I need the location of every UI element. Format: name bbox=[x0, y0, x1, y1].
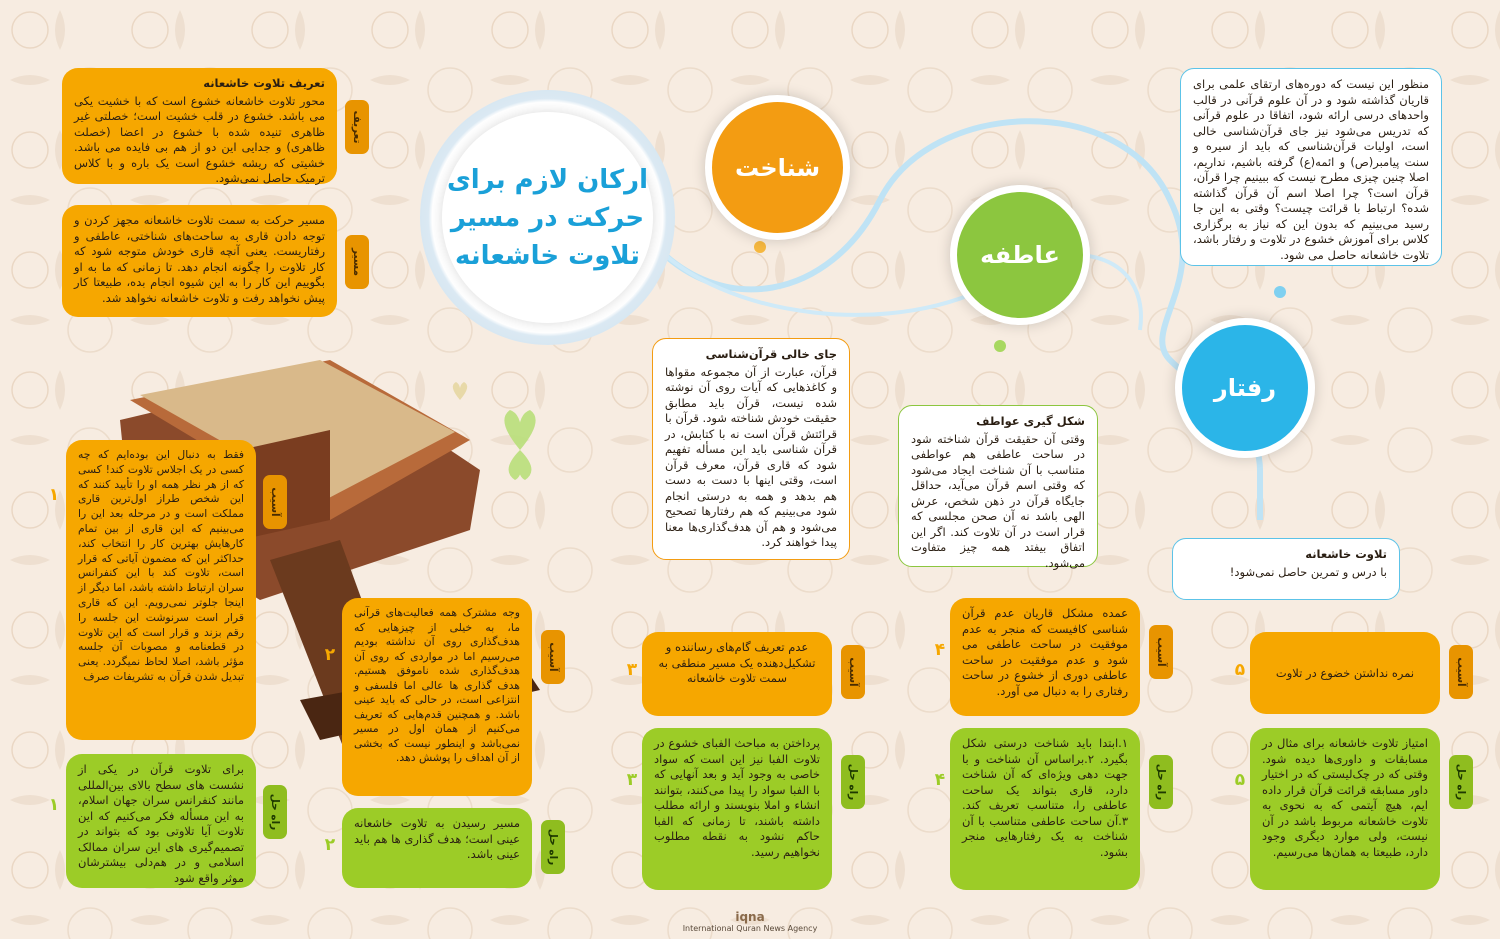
footer-logo bbox=[640, 910, 860, 933]
footer-logo-text: iqna bbox=[735, 910, 765, 924]
solution-number-1: ۱ bbox=[48, 795, 60, 815]
solution-text-5: امتیاز تلاوت خاشعانه برای مثال در مسابقات و داوری‌ها دیده شود. وقتی که در چک‌لیستی که در اختیار داور مسابقه قرائت قرآن قرار داده ایم، هیچ آیتمی که به نحوی به تلاوت خاشعانه مربوط باشد در آن نیست، ولی موارد دیگری وجود دارد، طبیعتا به همان‌ها می‌رسیم. bbox=[1262, 736, 1428, 859]
tag-rahehal-4: راه حل bbox=[1149, 755, 1173, 809]
footer-agency: International Quran News Agency bbox=[682, 924, 818, 933]
harm-number-1: ۱ bbox=[48, 485, 60, 505]
harm-box-1 bbox=[66, 440, 256, 740]
harm-text-2: وجه مشترک همه فعالیت‌های قرآنی ما، به خیلی از چیزهایی که هدف‌گذاری روی آن نداشته بودیم می‌رسیم اما در مواردی که روی آن هدف‌گذاری شده ناموفق هستیم. هدف گذاری ها عالی اما فلسفی و انتزاعی است، در حالی که باید عینی باشد. و همچنین قدم‌هایی که تعریف می‌کنیم از همان اول در مسیر نمی‌باشد و اینطور نیست که بخشی از آن اهداف را پوشش دهد. bbox=[354, 606, 520, 764]
emotions-title: شکل گیری عواطف bbox=[976, 414, 1085, 428]
emotions-box bbox=[898, 405, 1098, 570]
solution-number-2: ۲ bbox=[324, 835, 336, 855]
harm-text-4: عمده مشکل قاریان عدم قرآن شناسی کافیست که منجر به عدم موفقیت در ساحت عاطفی می شود و عدم موفقیت در ساحت عاطفی دوری از خشوع در ساحت رفتاری را به دنبال می آورد. bbox=[962, 606, 1128, 698]
recitation-note-title: تلاوت خاشعانه bbox=[1305, 547, 1387, 561]
solution-number-3: ۳ bbox=[626, 770, 638, 790]
solution-box-3 bbox=[642, 728, 832, 890]
definition-box bbox=[62, 68, 337, 184]
harm-text-3: عدم تعریف گام‌های رساننده و تشکیل‌دهنده یک مسیر منطقی به سمت تلاوت خاشعانه bbox=[658, 640, 816, 685]
circle-shenakht: شناخت bbox=[705, 95, 850, 240]
solution-box-5 bbox=[1250, 728, 1440, 890]
tag-asib-4: آسیب bbox=[1149, 625, 1173, 679]
solution-text-4: ۱.ابتدا باید شناخت درستی شکل بگیرد. ۲.براساس آن شناخت و با جهت دهی ویژه‌ای که آن شناخت دارد، قاری بتواند یک ساحت عاطفی را، متناسب تعریف کند. ۳.آن ساحت عاطفی متناسب با آن شناخت به یک رفتارهایی منجر بشود. bbox=[962, 736, 1128, 859]
solution-box-2 bbox=[342, 808, 532, 888]
tag-tarif: تعریف bbox=[345, 100, 369, 154]
path-text: مسیر حرکت به سمت تلاوت خاشعانه مجهز کردن و توجه دادن قاری به ساحت‌های شناختی، عاطفی و رفتاریست. یعنی آنچه قاری خودش متوجه شود که کار تلاوت را چگونه انجام دهد. تا زمانی که ما به او بگوییم این کار را به این شیوه انجام بده، طبیعتا کار پیش نخواهد رفت و تلاوت خاشعانه نخواهد شد. bbox=[74, 213, 325, 305]
solution-box-1 bbox=[66, 754, 256, 888]
harm-box-5 bbox=[1250, 632, 1440, 714]
quran-knowledge-title: جای خالی قرآن‌شناسی bbox=[705, 347, 837, 361]
emotions-text: وقتی آن حقیقت قرآن شناخته شود در ساحت عاطفی هم عواطفی متناسب با آن شناخت ایجاد می‌شود که وقتی اسم قرآن می‌آید، حداقل جایگاه قرآن در ذهن شخص، عرش الهی باشد نه آن صحن مجلسی که قرار است در آن تلاوت کند. اگر این اتفاق بیفتد همه چیز متفاوت می‌شود. bbox=[911, 431, 1085, 570]
solution-number-4: ۴ bbox=[934, 770, 946, 790]
knowledge-note-text: منظور این نیست که دوره‌های ارتقای علمی برای قاریان گذاشته شود و در آن علوم قرآنی در قالب واحدهای درسی ارائه شود، اتفاقا در علوم قرآنی که تدریس می‌شود نیز جای قرآن‌شناسی خالی است، اولیات قرآن‌شناسی که باید از سیره و سنت پیامبر(ص) و ائمه(ع) گرفته باشیم، نداریم، اصلا چنین چیزی مطرح نیست که ببینیم چرا قرآن، قرآن است؟ چرا اصلا اسم آن قرآن گذاشته شده؟ ارتباط با قرائت چیست؟ وقتی به این جا رسید می‌بینیم که بدون این که نیاز به برگزاری کلاس برای آموزش خشوع در تلاوت و رفتار باشد، تلاوت خاشعانه حاصل می شود. bbox=[1193, 77, 1429, 262]
harm-number-3: ۳ bbox=[626, 660, 638, 680]
quran-knowledge-text: قرآن، عبارت از آن مجموعه مقواها و کاغذهایی که آیات روی آن نوشته شده نیست، قرآن باید مطابق حقیقت خودش شناخته شود. قرآن با قرائتش قرآن است نه با کتابش، در قرآن شناسی باید این مسأله تفهیم شود که قاری قرآن، معرف قرآن است، وقتی اینها با دست به دست هم بدهد و همه به درستی انجام شود می‌بینیم که هم رفتارها تصحیح می‌شود و هم آن هدف‌گذاری‌ها معنا پیدا خواهند کرد. bbox=[665, 364, 837, 549]
solution-text-1: برای تلاوت قرآن در یکی از نشست های سطح بالای بین‌المللی مانند کنفرانس سران جهان اسلام، به این مسأله فکر می‌کنیم که این تلاوت آیا تلاوتی بود که بتواند در تصمیم‌گیری های این سران ممالک اسلامی و در هم‌دلی بیشترشان موثر واقع شود bbox=[78, 762, 244, 885]
page-title: ارکان لازم برای حرکت در مسیر تلاوت خاشعانه bbox=[442, 112, 653, 323]
tag-asib-3: آسیب bbox=[841, 645, 865, 699]
circle-atefe: عاطفه bbox=[950, 185, 1090, 325]
quran-knowledge-box bbox=[652, 338, 850, 560]
knowledge-note-box bbox=[1180, 68, 1442, 266]
tag-rahehal-5: راه حل bbox=[1449, 755, 1473, 809]
tag-rahehal-1: راه حل bbox=[263, 785, 287, 839]
harm-number-5: ۵ bbox=[1234, 660, 1246, 680]
harm-box-3 bbox=[642, 632, 832, 716]
circle-raftar: رفتار bbox=[1175, 318, 1315, 458]
title-badge bbox=[420, 90, 675, 345]
solution-box-4 bbox=[950, 728, 1140, 890]
solution-text-3: پرداختن به مباحث الفبای خشوع در تلاوت الفبا نیز این است که سواد خاصی به وجود آید و بعد آنهایی که با الفبا سواد را پیدا می‌کنند، بتوانند انشاء و املا بنویسند و ارائه مطلب داشته باشند، تا زمانی که الفبا حاکم نشود به نقطه مطلوب نخواهیم رسید. bbox=[654, 736, 820, 859]
path-box bbox=[62, 205, 337, 317]
harm-text-1: فقط به دنبال این بوده‌ایم که چه کسی در یک اجلاس تلاوت کند! کسی که از هر نظر همه او را تأیید کنند که این شخص طراز اول‌ترین قاری مملکت است و در مرحله بعد این را می‌بینیم که این قاری از بین تمام کارهایش بهترین کار را انتخاب کند، حداکثر این که مضمون آیاتی که قرار است، تلاوت کند با این کنفرانس سران ارتباط داشته باشد، اما دیگر از اینجا جلوتر نمی‌رویم. این که قاری قرار است سرنوشت این جلسه را رقم بزند و قرار است که این تلاوت در قطعنامه و مصوبات آن جلسه مؤثر باشد، اصلا لحاظ نمیگردد. یعنی تبدیل شدن قرآن به تشریفات صرف bbox=[78, 448, 244, 683]
tag-masir: مسیر bbox=[345, 235, 369, 289]
harm-box-4 bbox=[950, 598, 1140, 716]
solution-text-2: مسیر رسیدن به تلاوت خاشعانه عینی است؛ هدف گذاری ها هم باید عینی باشد. bbox=[354, 816, 520, 861]
harm-number-2: ۲ bbox=[324, 645, 336, 665]
tag-asib-2: آسیب bbox=[541, 630, 565, 684]
tag-asib-1: آسیب bbox=[263, 475, 287, 529]
recitation-note-text: با درس و تمرین حاصل نمی‌شود! bbox=[1229, 564, 1387, 579]
recitation-note-box bbox=[1172, 538, 1400, 600]
harm-text-5: نمره نداشتن خضوع در تلاوت bbox=[1275, 666, 1415, 680]
tag-rahehal-2: راه حل bbox=[541, 820, 565, 874]
tag-asib-5: آسیب bbox=[1449, 645, 1473, 699]
harm-box-2 bbox=[342, 598, 532, 796]
tag-rahehal-3: راه حل bbox=[841, 755, 865, 809]
harm-number-4: ۴ bbox=[934, 640, 946, 660]
definition-title: تعریف تلاوت خاشعانه bbox=[203, 76, 325, 90]
definition-text: محور تلاوت خاشعانه خشوع است که با خشیت یکی می باشد. خشوع در قلب خشیت است؛ خصلتی غیر ظاهری تنیده شده با خشوع در اعضا (خصلت ظاهری) و جدایی این دو از هم بی فایده می باشد. خشیتی که ریشه خشوع است یک باره و با کلاس ترمیک حاصل نمی‌شود. bbox=[74, 93, 325, 185]
solution-number-5: ۵ bbox=[1234, 770, 1246, 790]
